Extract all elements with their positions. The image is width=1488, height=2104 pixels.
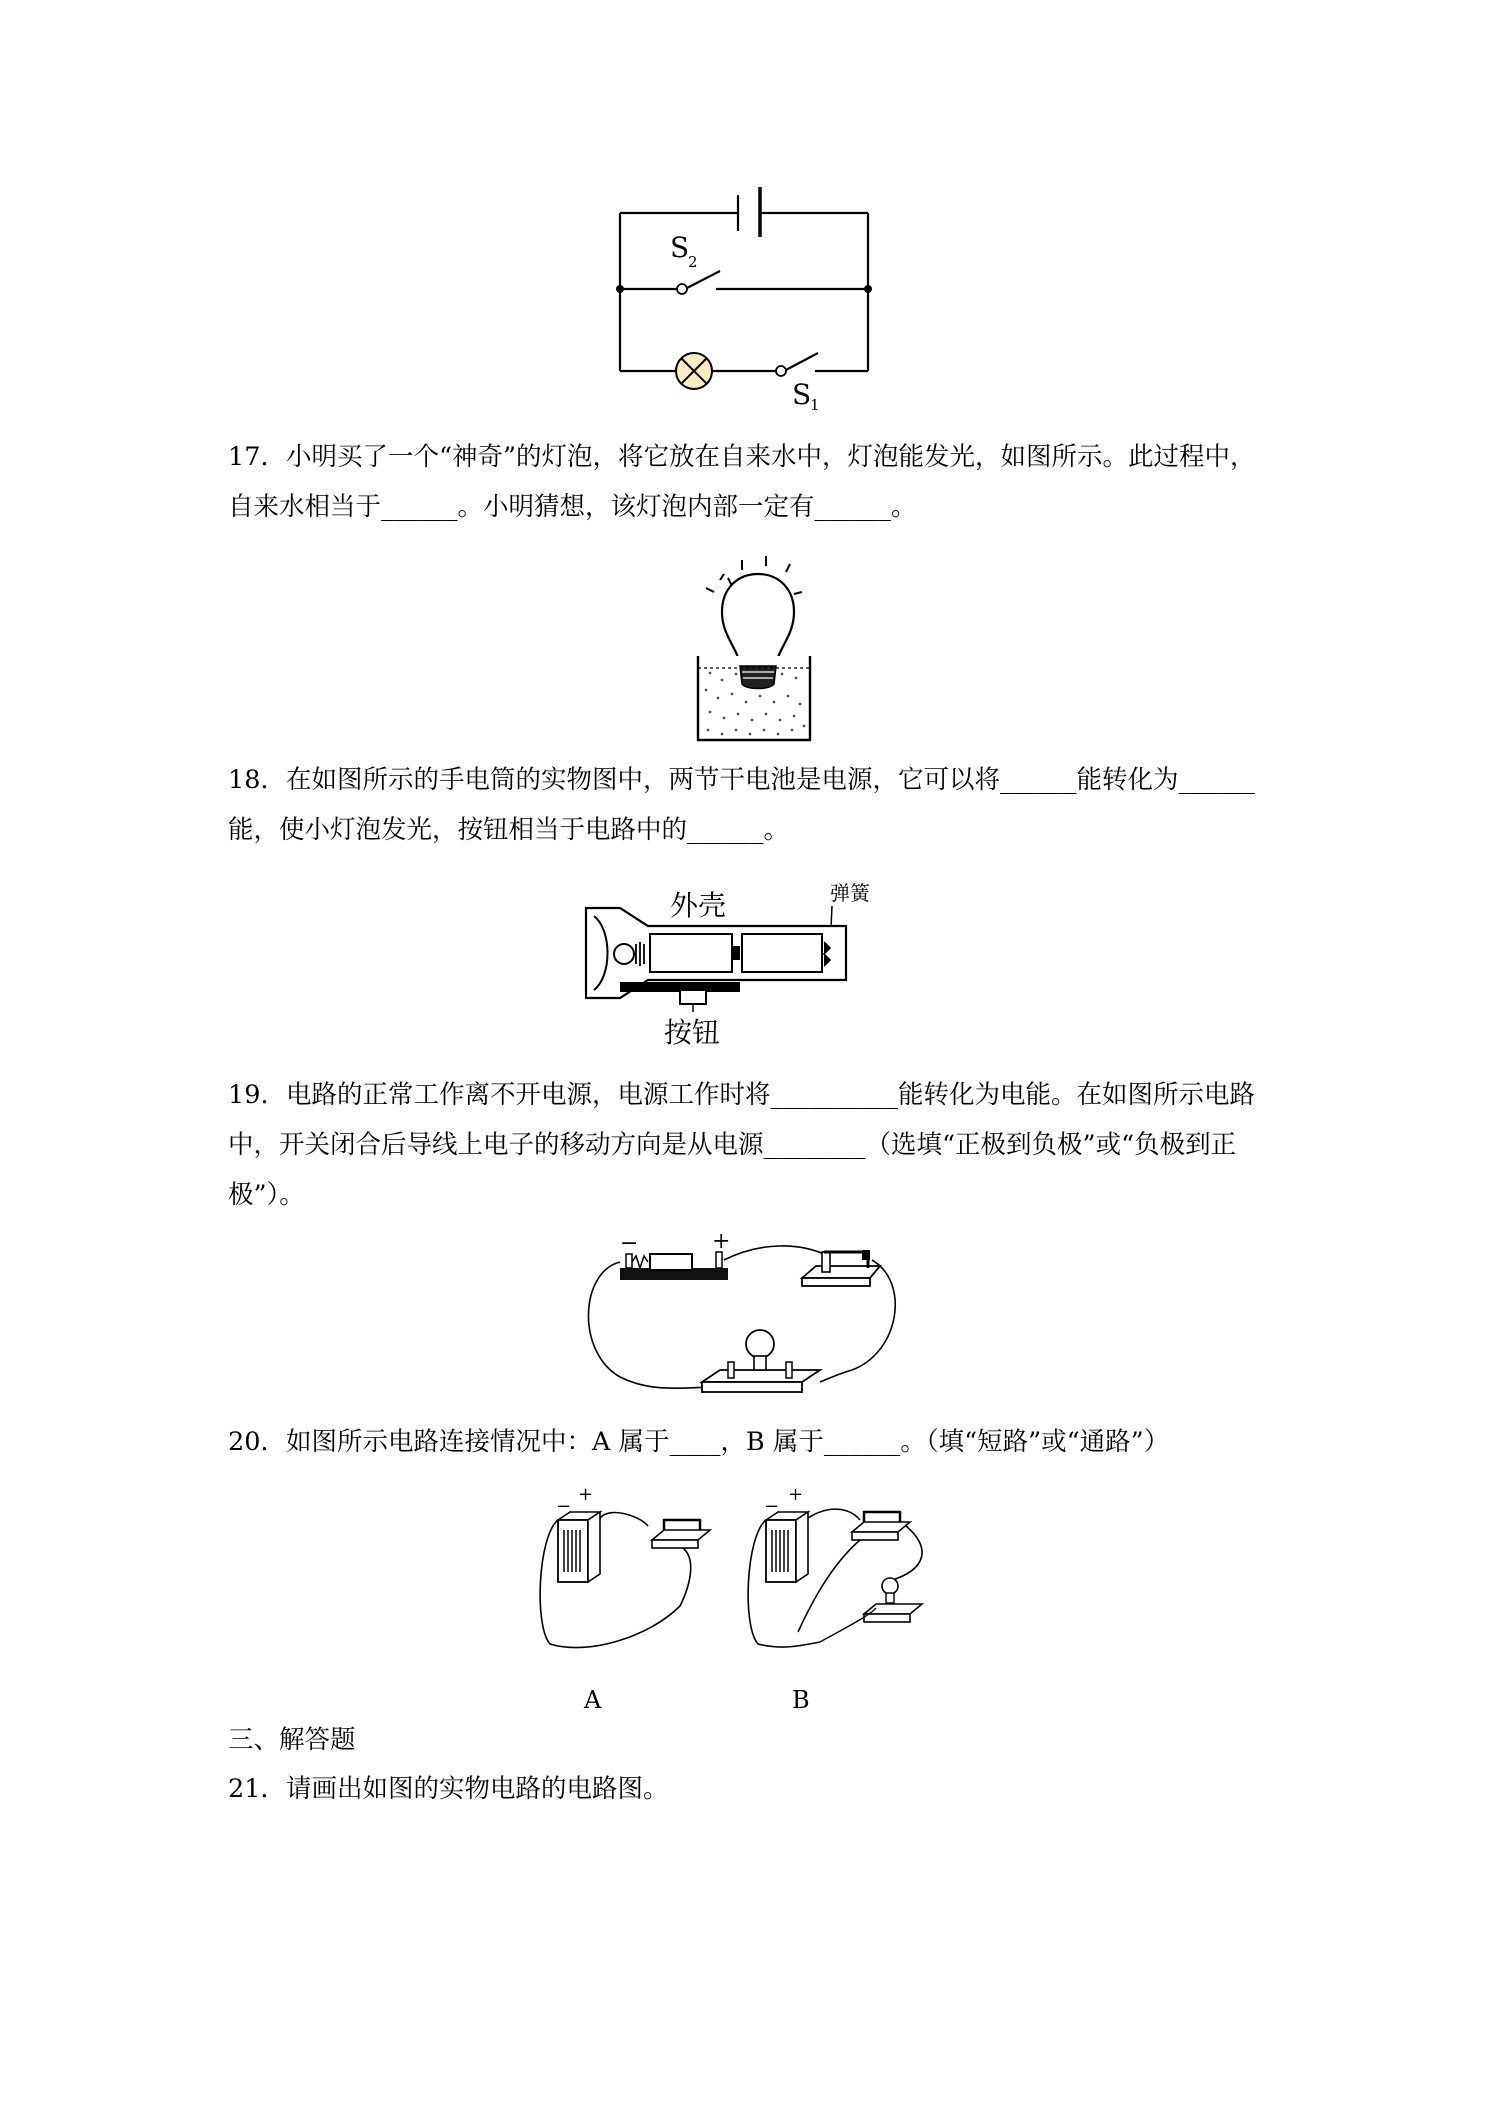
switch-s1-label: S (792, 378, 812, 410)
question-17-line-1: 17．小明买了一个“神奇”的灯泡，将它放在自来水中，灯泡能发光，如图所示。此过程中， (228, 442, 1256, 472)
circuit-b-bulb (864, 1578, 922, 1622)
question-20 (228, 1417, 1268, 1467)
question-19-line-3: 极”）。 (228, 1180, 305, 1210)
button-part (680, 990, 706, 1004)
circuit-a-label: A (584, 1686, 602, 1714)
question-18 (228, 755, 1268, 855)
circuit-a-battery (556, 1486, 600, 1582)
plus-sign: + (712, 1232, 731, 1254)
button-label: 按钮 (664, 1016, 721, 1049)
bulb-part (702, 1330, 820, 1392)
switch-s1-subscript: 1 (810, 396, 820, 410)
question-17-line-2: 自来水相当于______。小明猜想，该灯泡内部一定有______。 (228, 492, 917, 522)
circuit-b-switch (852, 1512, 910, 1540)
circuit-a-plus: + (578, 1486, 594, 1505)
question-21 (228, 1764, 1268, 1814)
question-19-line-1: 19．电路的正常工作离不开电源，电源工作时将__________能转化为电能。在如图所示电路 (228, 1080, 1255, 1110)
shell-label: 外壳 (670, 889, 727, 922)
bulb-glass (722, 574, 794, 666)
question-19-line-2: 中，开关闭合后导线上电子的移动方向是从电源________（选填“正极到负极”或“负极到正 (228, 1130, 1237, 1160)
switch-s2-subscript: 2 (688, 253, 698, 271)
circuits-a-b-figure (530, 1486, 970, 1716)
question-17 (228, 432, 1268, 532)
section-3-title: 三、解答题 (228, 1725, 356, 1755)
bulb-in-water-figure (680, 548, 830, 748)
circuit-b-label: B (792, 1686, 810, 1714)
physical-circuit-figure (580, 1232, 920, 1407)
circuit-b-plus: + (788, 1486, 804, 1505)
circuit-b-battery (764, 1486, 808, 1582)
question-18-line-2: 能，使小灯泡发光，按钮相当于电路中的______。 (228, 815, 790, 845)
circuit-a-switch (652, 1520, 710, 1548)
flashlight-figure (580, 870, 900, 1050)
question-19 (228, 1070, 1268, 1220)
spring-label: 弹簧 (830, 881, 870, 905)
question-21-line-1: 21．请画出如图的实物电路的电路图。 (228, 1774, 669, 1804)
section-3-heading (228, 1720, 356, 1756)
battery-2 (742, 934, 822, 972)
lamp-symbol (676, 353, 712, 389)
question-20-line-1: 20．如图所示电路连接情况中：A 属于____，B 属于______。（填“短路”或“通路”） (228, 1427, 1170, 1457)
switch-s2-label: S (670, 231, 690, 264)
battery-holder (620, 1232, 730, 1280)
circuit-diagram-s1-s2 (610, 185, 880, 410)
battery-1 (650, 934, 732, 972)
switch-part (802, 1250, 880, 1286)
circuit-a-minus: − (556, 1496, 572, 1517)
question-18-line-1: 18．在如图所示的手电筒的实物图中，两节干电池是电源，它可以将______能转化为______ (228, 765, 1255, 795)
circuit-b-minus: − (764, 1496, 780, 1517)
minus-sign: − (620, 1232, 639, 1256)
